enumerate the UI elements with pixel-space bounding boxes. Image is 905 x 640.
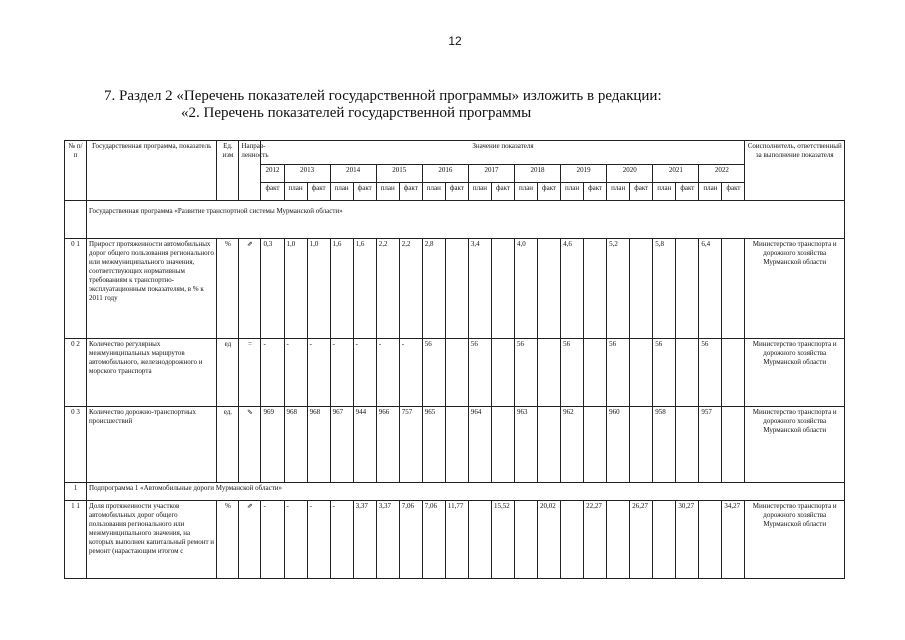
row-value: 56 — [514, 339, 537, 407]
row-value — [722, 239, 745, 339]
row-unit: % — [217, 239, 239, 339]
header-plan: план — [284, 183, 307, 201]
row-value: - — [307, 339, 330, 407]
row-value: 969 — [261, 407, 284, 483]
row-value: - — [330, 339, 353, 407]
header-year: 2014 — [330, 165, 376, 183]
header-year: 2012 — [261, 165, 284, 183]
row-value: 1,0 — [307, 239, 330, 339]
header-year: 2019 — [561, 165, 607, 183]
indicator-row — [65, 407, 845, 483]
row-value: 56 — [653, 339, 676, 407]
program-row — [65, 201, 845, 239]
row-value: 4,6 — [561, 239, 584, 339]
header-plan: план — [468, 183, 491, 201]
header-plan: план — [653, 183, 676, 201]
row-value: - — [284, 339, 307, 407]
header-year: 2017 — [468, 165, 514, 183]
row-value: - — [376, 339, 399, 407]
row-value: - — [284, 501, 307, 579]
row-value: 5,8 — [653, 239, 676, 339]
row-value — [676, 239, 699, 339]
row-value — [584, 339, 607, 407]
row-value: 1,6 — [353, 239, 376, 339]
program-row-num — [65, 201, 87, 239]
header-direction: Направ-ленность — [239, 141, 261, 201]
row-value: 968 — [307, 407, 330, 483]
row-direction-icon: ⇗ — [239, 239, 261, 339]
row-value: 966 — [376, 407, 399, 483]
row-value — [538, 407, 561, 483]
section-subheading: «2. Перечень показателей государственной программы — [181, 105, 532, 121]
row-value — [630, 339, 653, 407]
row-value — [630, 407, 653, 483]
row-value: 20,02 — [538, 501, 561, 579]
header-year: 2022 — [699, 165, 745, 183]
header-plan: план — [607, 183, 630, 201]
header-plan: план — [376, 183, 399, 201]
row-value: 56 — [561, 339, 584, 407]
row-value: 944 — [353, 407, 376, 483]
row-value: 4,0 — [514, 239, 537, 339]
row-value: 56 — [607, 339, 630, 407]
row-value: 5,2 — [607, 239, 630, 339]
row-value — [445, 239, 468, 339]
row-direction-icon: ⇗ — [239, 501, 261, 579]
indicator-row-partial — [65, 501, 845, 579]
row-value: 56 — [699, 339, 722, 407]
header-fact: факт — [307, 183, 330, 201]
program-row-title: Государственная программа «Развитие транспортной системы Мурманской области» — [87, 201, 845, 239]
indicators-table — [64, 140, 845, 579]
row-value: 3,37 — [376, 501, 399, 579]
header-fact: факт — [445, 183, 468, 201]
row-value: 965 — [422, 407, 445, 483]
row-unit: ед — [217, 339, 239, 407]
header-plan: план — [699, 183, 722, 201]
row-value — [514, 501, 537, 579]
row-num: 0 3 — [65, 407, 87, 483]
header-plan: план — [422, 183, 445, 201]
row-value: 0,3 — [261, 239, 284, 339]
subprogram-title: Подпрограмма 1 «Автомобильные дороги Мурманской области» — [87, 483, 845, 501]
header-year: 2018 — [514, 165, 560, 183]
row-value: 963 — [514, 407, 537, 483]
row-name: Количество регулярных межмуниципальных маршрутов автомобильного, железнодорожного и морского транспорта — [87, 339, 217, 407]
row-num: 0 1 — [65, 239, 87, 339]
row-value: 7,06 — [422, 501, 445, 579]
row-value — [491, 339, 514, 407]
row-num: 1 1 — [65, 501, 87, 579]
row-executor: Министерство транспорта и дорожного хозяйства Мурманской области — [745, 407, 845, 483]
row-value: 957 — [699, 407, 722, 483]
row-unit: % — [217, 501, 239, 579]
header-year: 2021 — [653, 165, 699, 183]
row-value — [676, 339, 699, 407]
row-value: 3,4 — [468, 239, 491, 339]
row-value: 7,06 — [399, 501, 422, 579]
header-unit: Ед. изм — [217, 141, 239, 201]
row-name: Количество дорожно-транспортных происшествий — [87, 407, 217, 483]
subprogram-num: 1 — [65, 483, 87, 501]
header-fact: факт — [353, 183, 376, 201]
header-year: 2020 — [607, 165, 653, 183]
row-value — [584, 239, 607, 339]
row-value: 3,37 — [353, 501, 376, 579]
row-value: 958 — [653, 407, 676, 483]
row-value: - — [261, 339, 284, 407]
row-value: - — [399, 339, 422, 407]
indicator-row — [65, 339, 845, 407]
row-value: - — [353, 339, 376, 407]
row-value — [445, 407, 468, 483]
row-value: - — [307, 501, 330, 579]
row-value: 2,2 — [399, 239, 422, 339]
row-name: Доля протяженности участков автомобильных дорог общего пользования регионального или межмуниципального значения, на которых выполнен капитальный ремонт и ремонт (нарастающим итогом с — [87, 501, 217, 579]
row-direction-icon: = — [239, 339, 261, 407]
row-value — [561, 501, 584, 579]
header-fact: факт — [491, 183, 514, 201]
row-value: 960 — [607, 407, 630, 483]
header-plan: план — [514, 183, 537, 201]
row-value — [676, 407, 699, 483]
header-num: № п/п — [65, 141, 87, 201]
row-value — [491, 239, 514, 339]
header-fact: факт — [676, 183, 699, 201]
header-plan: план — [330, 183, 353, 201]
row-value: 968 — [284, 407, 307, 483]
row-value — [491, 407, 514, 483]
row-value: 2,8 — [422, 239, 445, 339]
header-executor: Соисполнитель, ответственный за выполнение показателя — [745, 141, 845, 201]
row-value — [468, 501, 491, 579]
header-plan: план — [561, 183, 584, 201]
row-value: 757 — [399, 407, 422, 483]
row-value: 2,2 — [376, 239, 399, 339]
row-direction-icon: ⇘ — [239, 407, 261, 483]
subprogram-row — [65, 483, 845, 501]
section-heading: 7. Раздел 2 «Перечень показателей государственной программы» изложить в редакции: — [104, 88, 662, 104]
row-value: 962 — [561, 407, 584, 483]
row-executor: Министерство транспорта и дорожного хозяйства Мурманской области — [745, 239, 845, 339]
row-value — [607, 501, 630, 579]
row-value: 1,0 — [284, 239, 307, 339]
indicator-row — [65, 239, 845, 339]
header-fact: факт — [584, 183, 607, 201]
page-number: 12 — [448, 34, 462, 48]
row-executor: Министерство транспорта и дорожного хозяйства Мурманской области — [745, 339, 845, 407]
row-value: 967 — [330, 407, 353, 483]
row-name: Прирост протяженности автомобильных дорог общего пользования регионального или межмуниципального значения, соответствующих нормативным требованиям к транспортно-эксплуатационным показателям, в % к 2011 году — [87, 239, 217, 339]
row-value: 56 — [422, 339, 445, 407]
row-value — [699, 501, 722, 579]
header-fact: факт — [261, 183, 284, 201]
row-value — [722, 407, 745, 483]
row-value — [445, 339, 468, 407]
header-values-title: Значение показателя — [261, 141, 745, 165]
header-fact: факт — [630, 183, 653, 201]
row-value — [538, 339, 561, 407]
header-year: 2015 — [376, 165, 422, 183]
header-fact: факт — [722, 183, 745, 201]
row-value: 964 — [468, 407, 491, 483]
row-value — [653, 501, 676, 579]
row-value: 15,52 — [491, 501, 514, 579]
row-value: 11,77 — [445, 501, 468, 579]
row-executor: Министерство транспорта и дорожного хозяйства Мурманской области — [745, 501, 845, 579]
header-year: 2013 — [284, 165, 330, 183]
row-value — [722, 339, 745, 407]
row-value — [538, 239, 561, 339]
row-value: 26,27 — [630, 501, 653, 579]
row-value: - — [261, 501, 284, 579]
row-value: 56 — [468, 339, 491, 407]
row-value: 34,27 — [722, 501, 745, 579]
header-fact: факт — [538, 183, 561, 201]
row-value: 1,6 — [330, 239, 353, 339]
header-row-top — [65, 141, 845, 165]
row-unit: ед. — [217, 407, 239, 483]
table-body — [65, 141, 845, 579]
row-value: 6,4 — [699, 239, 722, 339]
row-value: 22,27 — [584, 501, 607, 579]
header-year: 2016 — [422, 165, 468, 183]
row-value — [630, 239, 653, 339]
row-value — [584, 407, 607, 483]
header-fact: факт — [399, 183, 422, 201]
row-value: - — [330, 501, 353, 579]
row-value: 30,27 — [676, 501, 699, 579]
header-program: Государственная программа, показатель — [87, 141, 217, 201]
row-num: 0 2 — [65, 339, 87, 407]
